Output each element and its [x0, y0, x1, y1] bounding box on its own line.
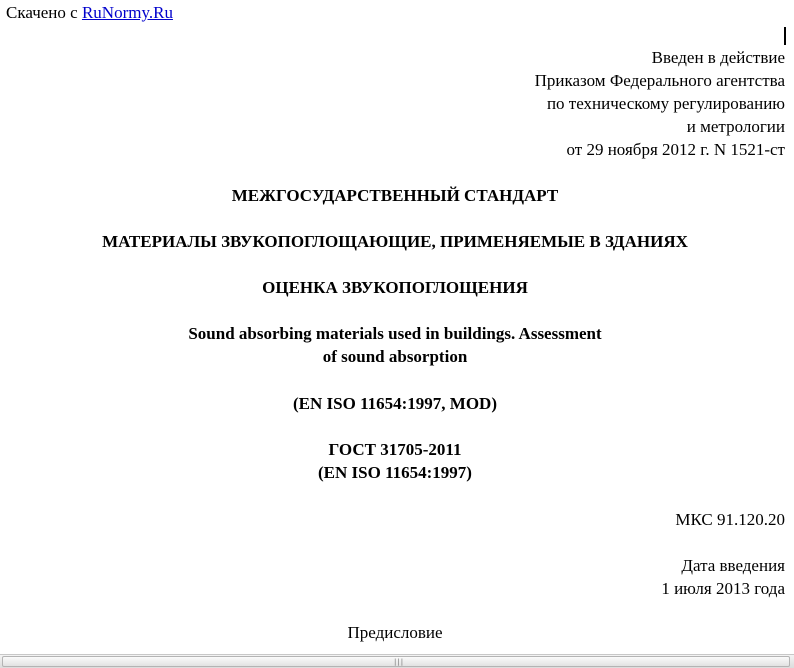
- enactment-line: Приказом Федерального агентства: [534, 71, 785, 90]
- enactment-line: по техническому регулированию: [546, 94, 785, 113]
- introduction-date-value: 1 июля 2013 года: [661, 579, 785, 598]
- mks-code: [675, 508, 785, 531]
- standard-subtitle-ru: ОЦЕНКА ЗВУКОПОГЛОЩЕНИЯ: [262, 278, 528, 297]
- runormy-link[interactable]: RuNormy.Ru: [81, 3, 173, 22]
- introduction-date-label: Дата введения: [681, 556, 785, 575]
- enactment-block: [535, 46, 785, 161]
- foreword-heading: Предисловие: [347, 623, 443, 642]
- standard-title-en: Sound absorbing materials used in buildings. Assessment: [188, 324, 602, 343]
- standard-title-ru: МАТЕРИАЛЫ ЗВУКОПОГЛОЩАЮЩИЕ, ПРИМЕНЯЕМЫЕ В ЗДАНИЯХ: [102, 232, 688, 251]
- grip-icon: |||: [394, 658, 405, 666]
- gost-number: ГОСТ 31705-2011: [328, 440, 462, 459]
- standard-title-en-continued: of sound absorption: [322, 347, 468, 366]
- enactment-line: и метрологии: [686, 117, 785, 136]
- scrollbar-thumb[interactable]: [2, 656, 790, 667]
- mks-code-text: МКС 91.120.20: [675, 510, 785, 529]
- gost-iso-reference: (EN ISO 11654:1997): [318, 463, 472, 482]
- horizontal-scrollbar[interactable]: [0, 654, 794, 668]
- enactment-line: Введен в действие: [651, 48, 785, 67]
- standard-type-heading: МЕЖГОСУДАРСТВЕННЫЙ СТАНДАРТ: [231, 186, 559, 205]
- text-cursor: [784, 27, 786, 45]
- introduction-date-block: [661, 554, 785, 600]
- download-source-prefix: Скачено с: [6, 3, 78, 22]
- iso-equivalence: (EN ISO 11654:1997, MOD): [293, 394, 497, 413]
- enactment-line: от 29 ноября 2012 г. N 1521-ст: [566, 140, 785, 159]
- download-source-line: [6, 2, 173, 24]
